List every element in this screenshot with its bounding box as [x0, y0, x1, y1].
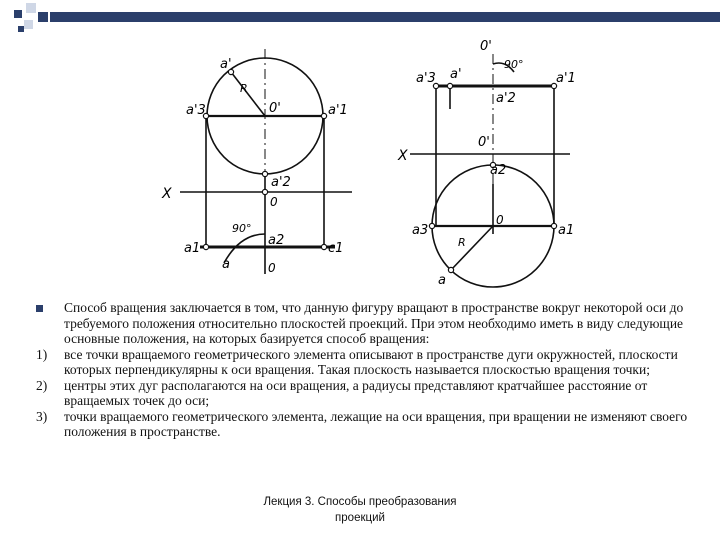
intro-paragraph [36, 300, 696, 347]
label-right-o: 0 [496, 213, 504, 227]
list-item-text: центры этих дуг располагаются на оси вращения, а радиусы представляют кратчайшее расстояние от вращаемых точек до оси; [64, 377, 648, 408]
list-item-text: точки вращаемого геометрического элемента, лежащие на оси вращения, при вращении не изменяют своего положения в пространстве. [64, 408, 688, 439]
bullet-icon [36, 300, 43, 316]
list-marker: 1) [36, 346, 48, 362]
deco-square [26, 3, 36, 13]
label-left-o-axis: 0 [270, 195, 278, 209]
slide-body [36, 300, 696, 440]
label-right-a3-prime: a'3 [416, 71, 436, 86]
deco-square [14, 10, 22, 18]
deco-square [18, 26, 24, 32]
label-left-c1: c1 [328, 241, 344, 256]
list-item-text: все точки вращаемого геометрического элемента описывают в пространстве дуги окружностей, плоскости которых перпендикулярны к оси вращения. Такая плоскость называется плоскостью вращения точки; [64, 346, 678, 377]
title-bar-decoration [0, 0, 720, 34]
label-left-a1-prime: a'1 [328, 103, 348, 118]
label-right-a1: a1 [558, 223, 575, 238]
deco-square [38, 12, 48, 22]
label-right-o-prime: 0' [478, 135, 490, 150]
label-left-a: a [222, 257, 230, 272]
list-marker: 3) [36, 408, 48, 424]
slide-footer [240, 494, 480, 526]
list-item [36, 378, 696, 409]
label-right-angle: 90° [504, 58, 524, 71]
label-left-angle: 90° [232, 222, 252, 235]
label-left-a2: a2 [268, 233, 285, 248]
label-left-a3-prime: a'3 [186, 103, 206, 118]
label-left-a1: a1 [184, 241, 201, 256]
label-right-a1-prime: a'1 [556, 71, 576, 86]
footer-line-2: проекций [335, 512, 385, 524]
rotation-diagram [140, 34, 580, 296]
label-left-o: 0 [268, 261, 276, 275]
list-item [36, 347, 696, 378]
label-right-a: a [438, 273, 446, 288]
intro-text: Способ вращения заключается в том, что данную фигуру вращают в пространстве вокруг некоторой оси до требуемого положения относительно плоскостей проекций. При этом необходимо иметь в виду следующие основные положения, на которых базируется способ вращения: [64, 300, 684, 346]
list-marker: 2) [36, 377, 48, 393]
label-left-a-prime: a' [220, 57, 232, 72]
label-right-a-prime: a' [450, 67, 462, 82]
footer-line-1: Лекция 3. Способы преобразования [263, 496, 457, 508]
label-right-a2-prime: a'2 [496, 91, 516, 106]
label-left-R: R [240, 82, 248, 95]
label-right-a3: a3 [412, 223, 429, 238]
deco-bar [50, 12, 720, 22]
list-item [36, 409, 696, 440]
deco-square [24, 20, 33, 29]
label-left-x: X [162, 186, 172, 202]
label-right-a2: a2 [490, 163, 507, 178]
label-left-a2-prime: a'2 [271, 175, 291, 190]
label-left-o-prime: 0' [269, 101, 281, 116]
label-right-R: R [458, 236, 466, 249]
label-right-o-prime-top: 0' [480, 39, 492, 54]
label-right-x: X [398, 148, 408, 164]
